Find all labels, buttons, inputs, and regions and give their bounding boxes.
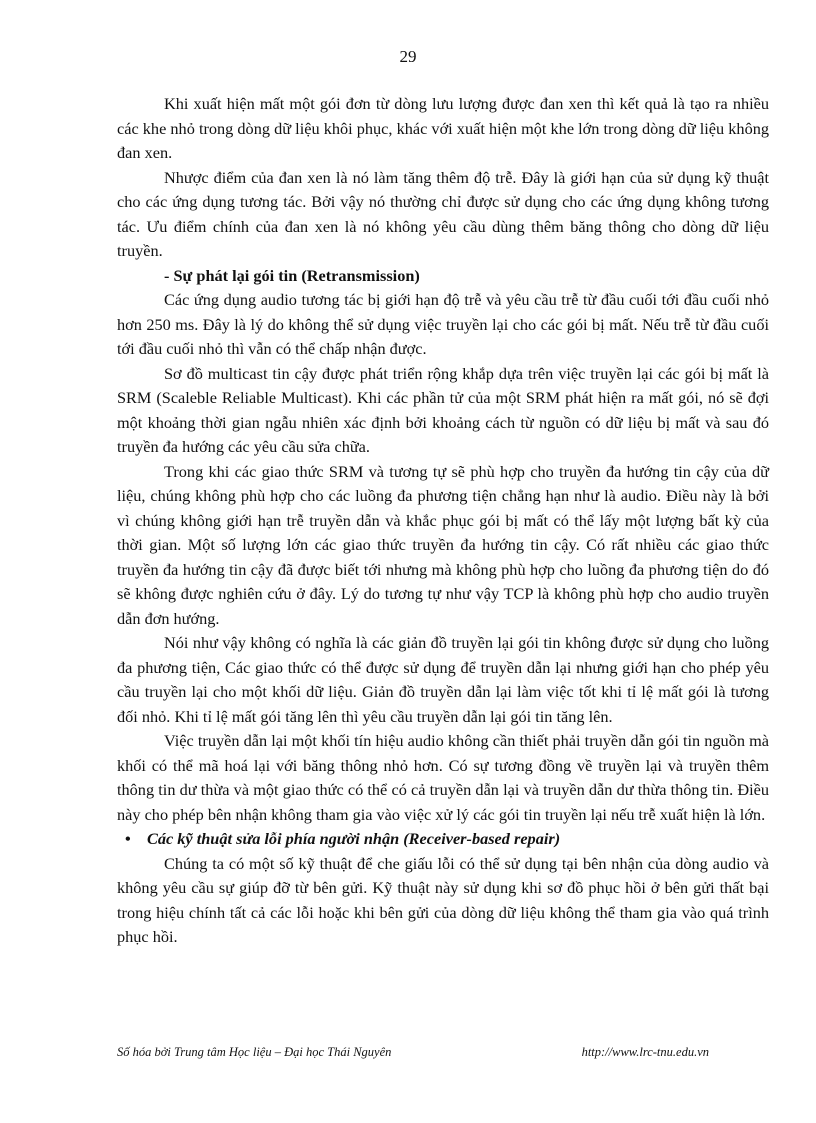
page-number: 29 [399, 47, 417, 66]
paragraph-interleaving-drawback: Nhược điểm của đan xen là nó làm tăng thêm độ trễ. Đây là giới hạn của sử dụng kỹ thuật cho các ứng dụng tương tác. Bởi vậy nó thường chỉ được sử dụng cho các ứng dụng không tương tác. Ưu điểm chính của đan xen là nó không yêu cầu dùng thêm băng thông cho dòng dữ liệu truyền. [117, 167, 769, 260]
bullet-icon: • [125, 829, 131, 848]
heading-retransmission: - Sự phát lại gói tin (Retransmission) [164, 265, 420, 285]
paragraph-delay-limit: Các ứng dụng audio tương tác bị giới hạn độ trễ và yêu cầu trễ từ đầu cuối tới đầu cuối nhỏ hơn 250 ms. Đây là lý do không thể sử dụng việc truyền lại cho các gói bị mất. Nếu trễ từ đầu cuối tới đầu cuối nhỏ thì vẫn có thể chấp nhận được. [117, 290, 769, 358]
footer-left: Số hóa bởi Trung tâm Học liệu – Đại học Thái Nguyên [117, 1045, 392, 1059]
paragraph-srm-unsuitable: Trong khi các giao thức SRM và tương tự sẽ phù hợp cho truyền đa hướng tin cậy của dữ liệu, chúng không phù hợp cho các luồng đa phương tiện chẳng hạn như là audio. Điều này là bởi vì chúng không giới hạn trễ truyền dẫn và khắc phục gói bị mất có thể lấy một lượng bất kỳ của thời gian. Một số lượng lớn các giao thức truyền đa hướng tin cậy. Có rất nhiều các giao thức truyền đa hướng tin cậy đã được biết tới nhưng mà không phù hợp cho luồng đa phương tiện do đó sẽ không được nghiên cứu ở đây. Lý do tương tự như vậy TCP là không phù hợp cho audio truyền dẫn đơn hướng. [117, 461, 769, 628]
bullet-receiver-repair [117, 827, 769, 852]
page-footer [117, 1045, 709, 1060]
footer-url: http://www.lrc-tnu.edu.vn [581, 1045, 709, 1059]
paragraph-interleaving-result: Khi xuất hiện mất một gói đơn từ dòng lưu lượng được đan xen thì kết quả là tạo ra nhiều các khe nhỏ trong dòng dữ liệu khôi phục, khác với xuất hiện một khe lớn trong dòng dữ liệu không đan xen. [117, 94, 769, 162]
document-body [117, 92, 769, 950]
paragraph-retransmission-schemes: Nói như vậy không có nghĩa là các giản đồ truyền lại gói tin không được sử dụng cho luồng đa phương tiện, Các giao thức có thể được sử dụng để truyền dẫn lại nhưng giới hạn cho phép yêu cầu truyền lại cho một khối dữ liệu. Giản đồ truyền dẫn lại làm việc tốt khi tỉ lệ mất gói là tương đối nhỏ. Khi tỉ lệ mất gói tăng lên thì yêu cầu truyền dẫn lại gói tin tăng lên. [117, 633, 769, 726]
paragraph-receiver-concealment: Chúng ta có một số kỹ thuật để che giấu lỗi có thể sử dụng tại bên nhận của dòng audio và không yêu cầu sự giúp đỡ từ bên gửi. Kỹ thuật này sử dụng khi sơ đồ phục hồi ở bên gửi thất bại trong hiệu chính tất cả các lỗi hoặc khi bên gửi của dòng dữ liệu không thể tham gia vào quá trình phục hồi. [117, 853, 769, 946]
paragraph-retransmission-bandwidth: Việc truyền dẫn lại một khối tín hiệu audio không cần thiết phải truyền dẫn gói tin nguồn mà khối có thể mã hoá lại với băng thông nhỏ hơn. Có sự tương đồng về truyền lại và truyền thêm thông tin dư thừa và một giao thức có thể có cả truyền dẫn lại và truyền dẫn dư thừa thông tin. Điều này cho phép bên nhận không tham gia vào việc xử lý các gói tin truyền lại nếu trễ xuất hiện là lớn. [117, 731, 769, 824]
paragraph-srm: Sơ đồ multicast tin cậy được phát triển rộng khắp dựa trên việc truyền lại các gói bị mất là SRM (Scaleble Reliable Multicast). Khi các phần tử của một SRM phát hiện ra mất gói, nó sẽ đợi một khoảng thời gian ngẫu nhiên xác định bởi khoảng cách từ nguồn có dữ liệu bị mất và sau đó truyền đa hướng các yêu cầu sửa chữa. [117, 363, 769, 456]
bullet-receiver-repair-label: Các kỹ thuật sửa lỗi phía người nhận (Receiver-based repair) [147, 829, 561, 848]
